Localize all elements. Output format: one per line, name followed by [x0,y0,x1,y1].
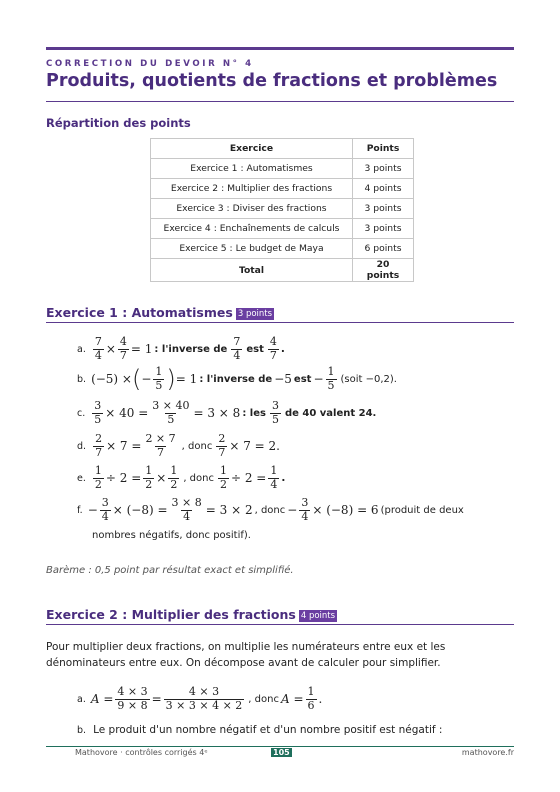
points-cell: 3 points [353,219,414,239]
item-label: b. [77,724,87,736]
exercise-1-rule [46,322,514,323]
exercise-2-rule [46,624,514,625]
fraction: $\frac{1}{2}$ [145,464,153,491]
column-header-exercise: Exercice [151,139,353,159]
fraction: $\frac{3}{4}$ [301,496,309,523]
table-row [151,179,414,199]
item-label: a. [77,343,86,355]
table-row [151,219,414,239]
fraction: $\frac{3}{4}$ [101,496,109,523]
item-text: (produit de deux [380,504,464,516]
exercise-2-intro: Pour multiplier deux fractions, on multiplie les numérateurs entre eux et les dénominateurs entre eux. On décompose avant de calculer pour simplifier. [46,641,446,669]
ex1-item-d: d. $\frac{2}{7}$ × 7 = $\frac{2 \times 7}{7}$ , donc $\frac{2}{7}$ × 7 = 2. [77,432,280,459]
bareme-note: Barème : 0,5 point par résultat exact et simplifié. [46,565,294,576]
fraction: $\frac{1}{5}$ [327,365,335,392]
title-rule [46,101,514,102]
fraction: $\frac{7}{4}$ [233,335,241,362]
points-cell: 6 points [353,239,414,259]
item-text: de 40 valent 24. [284,407,377,419]
fraction: $\frac{2 \times 7}{7}$ [145,432,176,459]
fraction: $\frac{3}{5}$ [94,399,102,426]
item-text: (soit −0,2). [340,373,397,385]
page-number: 105 [273,748,290,757]
footer-left: Mathovore · contrôles corrigés 4ᵉ [75,748,208,757]
repartition-title: Répartition des points [46,116,191,130]
exercise-2-title: Exercice 2 : Multiplier des fractions [46,607,296,622]
fraction: $\frac{1}{2}$ [170,464,178,491]
page-title: Produits, quotients de fractions et problèmes [46,71,498,91]
column-header-points: Points [353,139,414,159]
item-text: Le produit d'un nombre négatif et d'un nombre positif est négatif : [93,724,443,736]
ex2-item-a: a. A = $\frac{4 \times 3}{9 \times 8}$ = $\frac{4 \times 3}{3 \times 3 \times 4 \times 2}$ , donc A = $\frac{1}{6}$ . [77,685,323,712]
item-text: : les [242,407,266,419]
footer-right: mathovore.fr [461,748,514,757]
ex2-item-b [77,724,444,736]
fraction: $\frac{7}{4}$ [94,335,102,362]
item-text: , donc [181,440,213,452]
exercise-cell: Exercice 1 : Automatismes [151,159,353,179]
item-text: : l'inverse de [199,373,273,385]
ex1-item-f-continuation: nombres négatifs, donc positif). [92,530,251,541]
fraction: $\frac{4 \times 3}{9 \times 8}$ [117,685,148,712]
exercise-2-heading [46,607,337,622]
item-label: d. [77,440,87,452]
top-rule [46,47,514,50]
fraction: $\frac{1}{4}$ [270,464,278,491]
table-row [151,199,414,219]
item-text: est [293,373,312,385]
points-cell: 4 points [353,179,414,199]
fraction: $\frac{4}{7}$ [119,335,127,362]
item-label: a. [77,693,86,705]
table-header-row [151,139,414,159]
table-total-row [151,259,414,282]
item-text: : l'inverse de [154,343,228,355]
total-label: Total [151,259,353,282]
exercise-1-title: Exercice 1 : Automatismes [46,305,233,320]
fraction: $\frac{3}{5}$ [271,399,279,426]
points-cell: 3 points [353,159,414,179]
ex1-item-b: b. (−5) × ( − $\frac{1}{5}$ ) = 1 : l'inverse de −5 est − $\frac{1}{5}$ (soit −0,2). [77,365,397,394]
fraction: $\frac{4}{7}$ [269,335,277,362]
fraction: $\frac{2}{7}$ [218,432,226,459]
item-text: , donc [254,504,286,516]
fraction: $\frac{1}{2}$ [94,464,102,491]
points-badge: 3 points [237,309,273,319]
ex1-item-e: e. $\frac{1}{2}$ ÷ 2 = $\frac{1}{2}$ × $\frac{1}{2}$ , donc $\frac{1}{2}$ ÷ 2 = $\frac{1}{4}$ . [77,464,286,491]
item-label: e. [77,472,86,484]
table-row [151,239,414,259]
exercise-1-heading [46,305,274,320]
fraction: $\frac{3 \times 40}{5}$ [152,399,190,426]
ex1-item-f: f. − $\frac{3}{4}$ × (−8) = $\frac{3 \times 8}{4}$ = 3 × 2 , donc − $\frac{3}{4}$ × (−8) = 6 (produit de deux [77,496,464,523]
exercise-cell: Exercice 2 : Multiplier des fractions [151,179,353,199]
item-label: f. [77,504,83,516]
item-label: c. [77,407,86,419]
fraction: $\frac{1}{2}$ [219,464,227,491]
item-text: , donc [248,693,279,705]
footer-rule [46,746,514,747]
points-cell: 3 points [353,199,414,219]
fraction: $\frac{1}{5}$ [155,365,163,392]
table-row [151,159,414,179]
fraction: $\frac{2}{7}$ [95,432,103,459]
item-text: , donc [183,472,214,484]
points-badge: 4 points [300,611,336,621]
ex1-item-a: a. $\frac{7}{4}$ × $\frac{4}{7}$ = 1 : l'inverse de $\frac{7}{4}$ est $\frac{4}{7}$ . [77,335,285,362]
exercise-cell: Exercice 3 : Diviser des fractions [151,199,353,219]
fraction: $\frac{1}{6}$ [307,685,315,712]
item-text: est [246,343,264,355]
exercise-cell: Exercice 5 : Le budget de Maya [151,239,353,259]
fraction: $\frac{3 \times 8}{4}$ [171,496,202,523]
fraction: $\frac{4 \times 3}{3 \times 3 \times 4 \times 2}$ [165,685,243,712]
document-kicker: CORRECTION DU DEVOIR N° 4 [46,59,254,69]
exercise-cell: Exercice 4 : Enchaînements de calculs [151,219,353,239]
total-points: 20 points [353,259,414,282]
points-table [150,138,414,282]
ex1-item-c: c. $\frac{3}{5}$ × 40 = $\frac{3 \times 40}{5}$ = 3 × 8 : les $\frac{3}{5}$ de 40 valent 24. [77,399,377,426]
item-label: b. [77,373,87,385]
